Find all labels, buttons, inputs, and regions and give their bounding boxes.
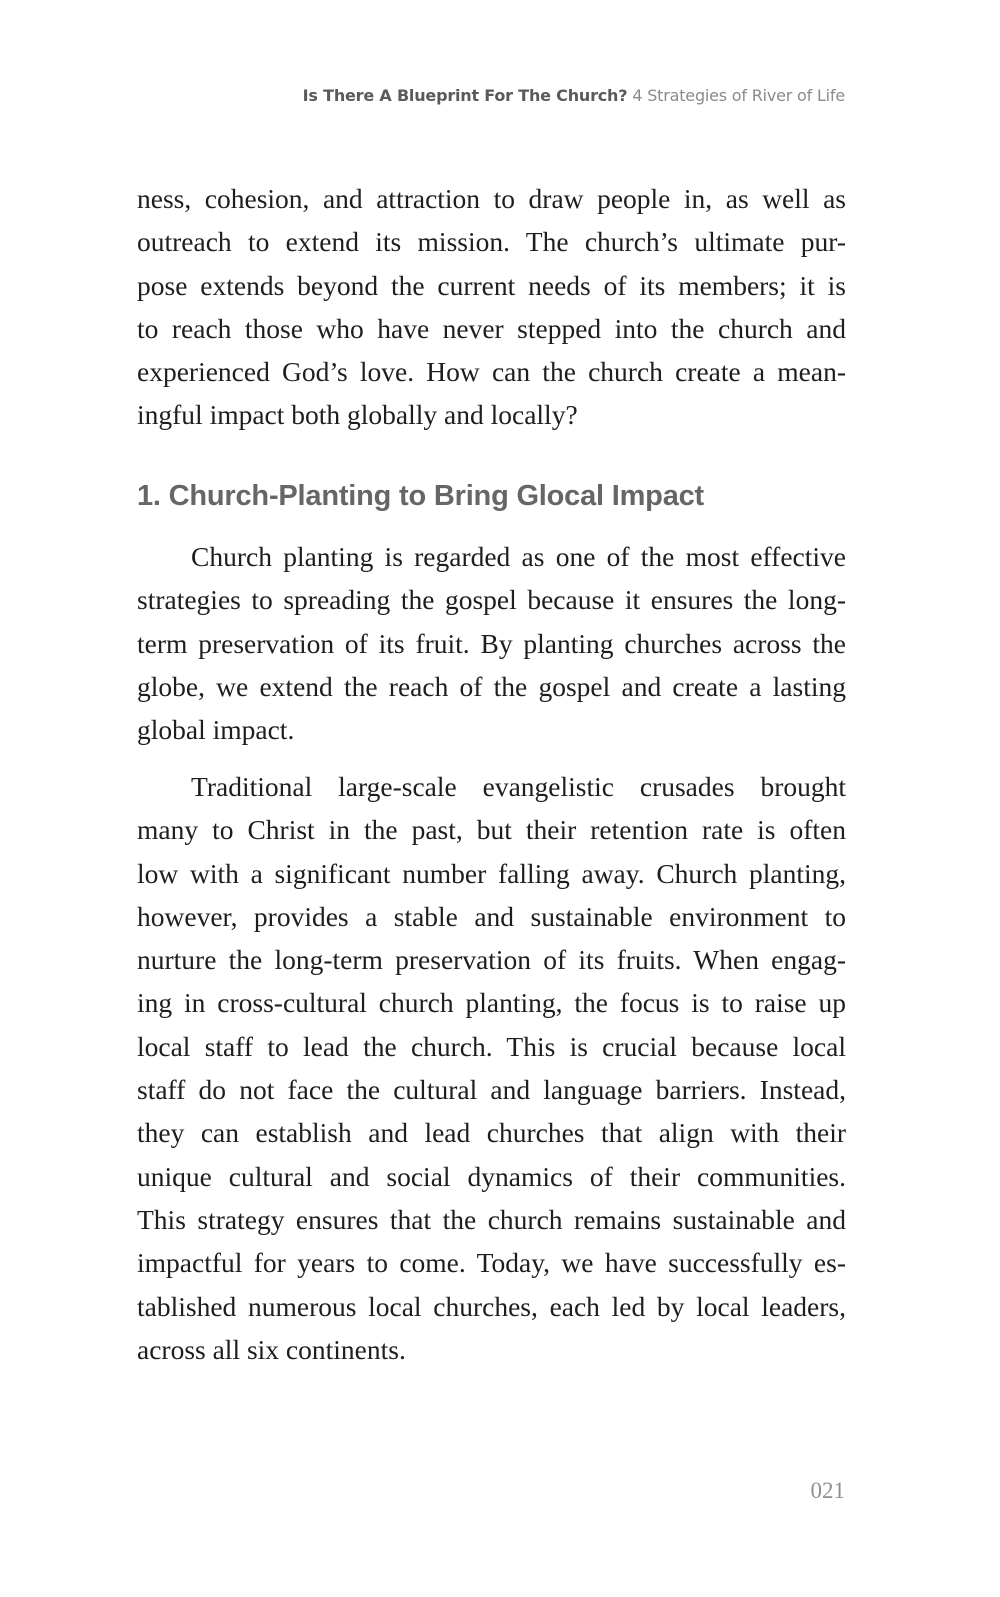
text-line: unique cultural and social dynamics of their communities. [137,1160,846,1192]
text-line: to reach those who have never stepped into the church and [137,312,846,344]
paragraph-church-planting [137,535,846,751]
running-header [303,86,845,105]
text-line: strategies to spreading the gospel because it ensures the long- [137,584,846,616]
text-line: This strategy ensures that the church remains sustainable and [137,1203,846,1235]
text-line: across all six continents. [137,1333,406,1365]
text-line: low with a significant number falling away. Church planting, [137,857,846,889]
intro-paragraph [137,177,846,437]
paragraph-crusades [137,765,846,1371]
text-line: experienced God’s love. How can the church create a mean- [137,356,846,388]
text-line: globe, we extend the reach of the gospel and create a lasting [137,670,846,702]
section-heading: 1. Church-Planting to Bring Glocal Impact [137,480,705,512]
text-line: ingful impact both globally and locally? [137,399,578,431]
text-line: tablished numerous local churches, each led by local leaders, [137,1290,846,1322]
text-line: ness, cohesion, and attraction to draw people in, as well as [137,183,846,214]
text-line: many to Christ in the past, but their retention rate is often [137,814,846,846]
text-line: pose extends beyond the current needs of its members; it is [137,269,846,301]
text-line: outreach to extend its mission. The church’s ultimate pur- [137,226,846,258]
text-line: Traditional large-scale evangelistic crusades brought [191,771,846,802]
text-line: global impact. [137,714,295,746]
text-line: impactful for years to come. Today, we have successfully es- [137,1247,846,1279]
text-line: ing in cross-cultural church planting, the focus is to raise up [137,987,846,1019]
text-line: nurture the long-term preservation of its fruits. When engag- [137,944,846,976]
text-line: term preservation of its fruit. By planting churches across the [137,627,846,659]
text-line: local staff to lead the church. This is crucial because local [137,1030,846,1062]
page-number: 021 [810,1478,845,1503]
text-line: Church planting is regarded as one of the most effective [191,541,846,572]
chapter-title: 4 Strategies of River of Life [632,86,845,105]
text-line: however, provides a stable and sustainable environment to [137,900,846,932]
text-line: they can establish and lead churches that align with their [137,1117,846,1149]
book-title: Is There A Blueprint For The Church? [302,86,628,105]
text-line: staff do not face the cultural and language barriers. Instead, [137,1074,846,1106]
